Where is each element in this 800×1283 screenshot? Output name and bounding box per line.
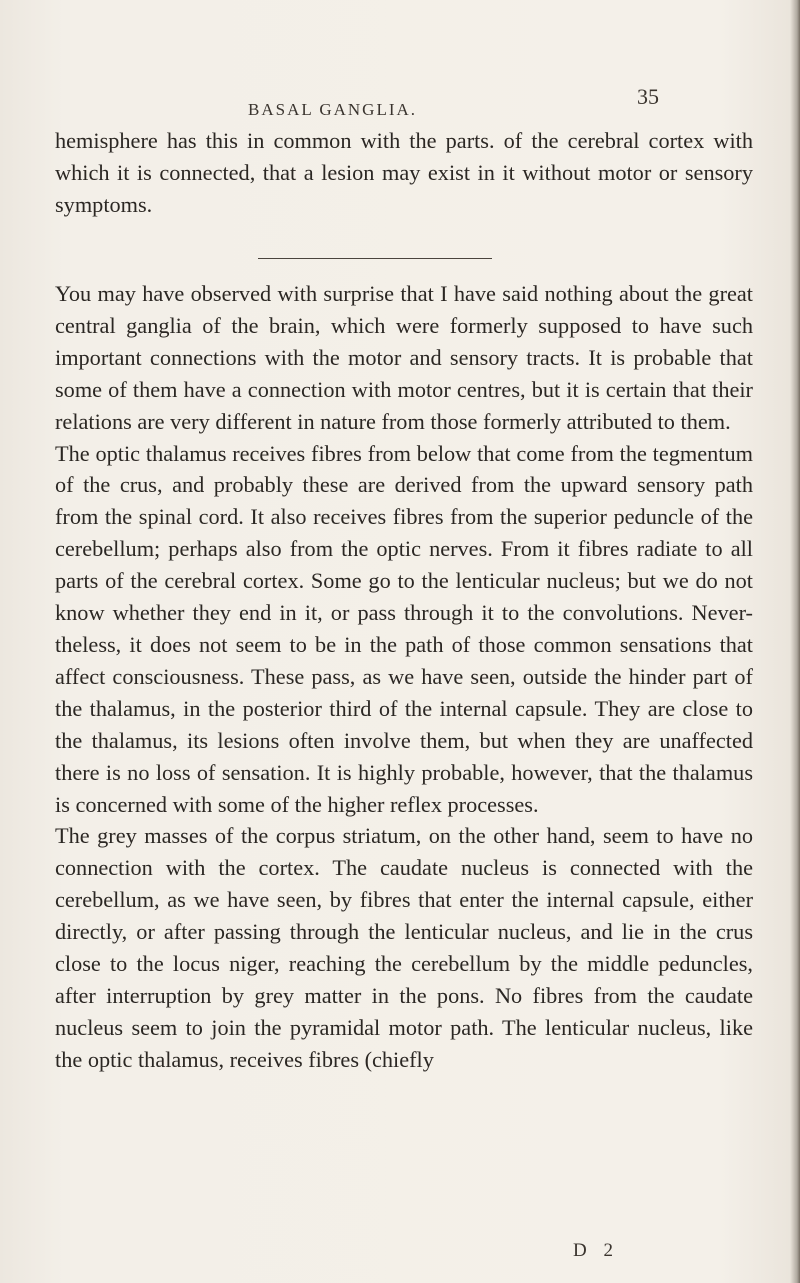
page-number: 35 xyxy=(637,84,659,109)
paragraph-corpus-striatum: The grey masses of the corpus striatum, on the other hand, seem to have no connection with the cortex. The caudate nucleus is connected with the cerebellum, as we have seen, by fibres that enter the internal capsule, either directly, or after passing through the lenticular nucleus, and lie in the crus close to the locus niger, reaching the cerebellum by the middle peduncles, after interruption by grey matter in the pons. No fibres from the caudate nucleus seem to join the pyramidal motor path. The lenticular nucleus, like the optic thalamus, receives fibres (chiefly xyxy=(55,823,753,1072)
paragraph-central-ganglia: You may have observed with surprise that I have said nothing about the great central ganglia of the brain, which were formerly supposed to have such important connections with the motor and sensory tracts. It is probable that some of them have a connection with motor centres, but it is certain that their relations are very different in nature from those formerly attributed to them. xyxy=(55,281,753,434)
paragraph-optic-thalamus: The optic thalamus receives fibres from below that come from the tegmentum of the crus, and probably these are derived from the upward sensory path from the spinal cord. It also receives fibres from the superior peduncle of the cerebellum; perhaps also from the optic nerves. From it fibres radiate to all parts of the cerebral cortex. Some go to the lenticular nucleus; but we do not know whether they end in it, or pass through it to the convolutions. Never-theless, it does not seem to be in the path of those common sensations that affect consciousness. These pass, as we have seen, outside the hinder part of the thalamus, in the posterior third of the internal capsule. They are close to the thalamus, its lesions often involve them, but when they are unaffected there is no loss of sensation. It is highly probable, however, that the thalamus is concerned with some of the higher reflex processes. xyxy=(55,440,753,817)
signature-mark: D 2 xyxy=(573,1240,619,1261)
running-title: BASAL GANGLIA. xyxy=(248,100,418,119)
continuation-paragraph: hemisphere has this in common with the parts. of the cerebral cortex with which it is connected, that a lesion may exist in it without motor or sensory symptoms. xyxy=(55,128,753,217)
main-text-block xyxy=(55,278,753,1076)
page-edge-shadow xyxy=(790,0,800,1283)
continuation-text-block xyxy=(55,125,753,221)
section-divider xyxy=(258,258,492,259)
